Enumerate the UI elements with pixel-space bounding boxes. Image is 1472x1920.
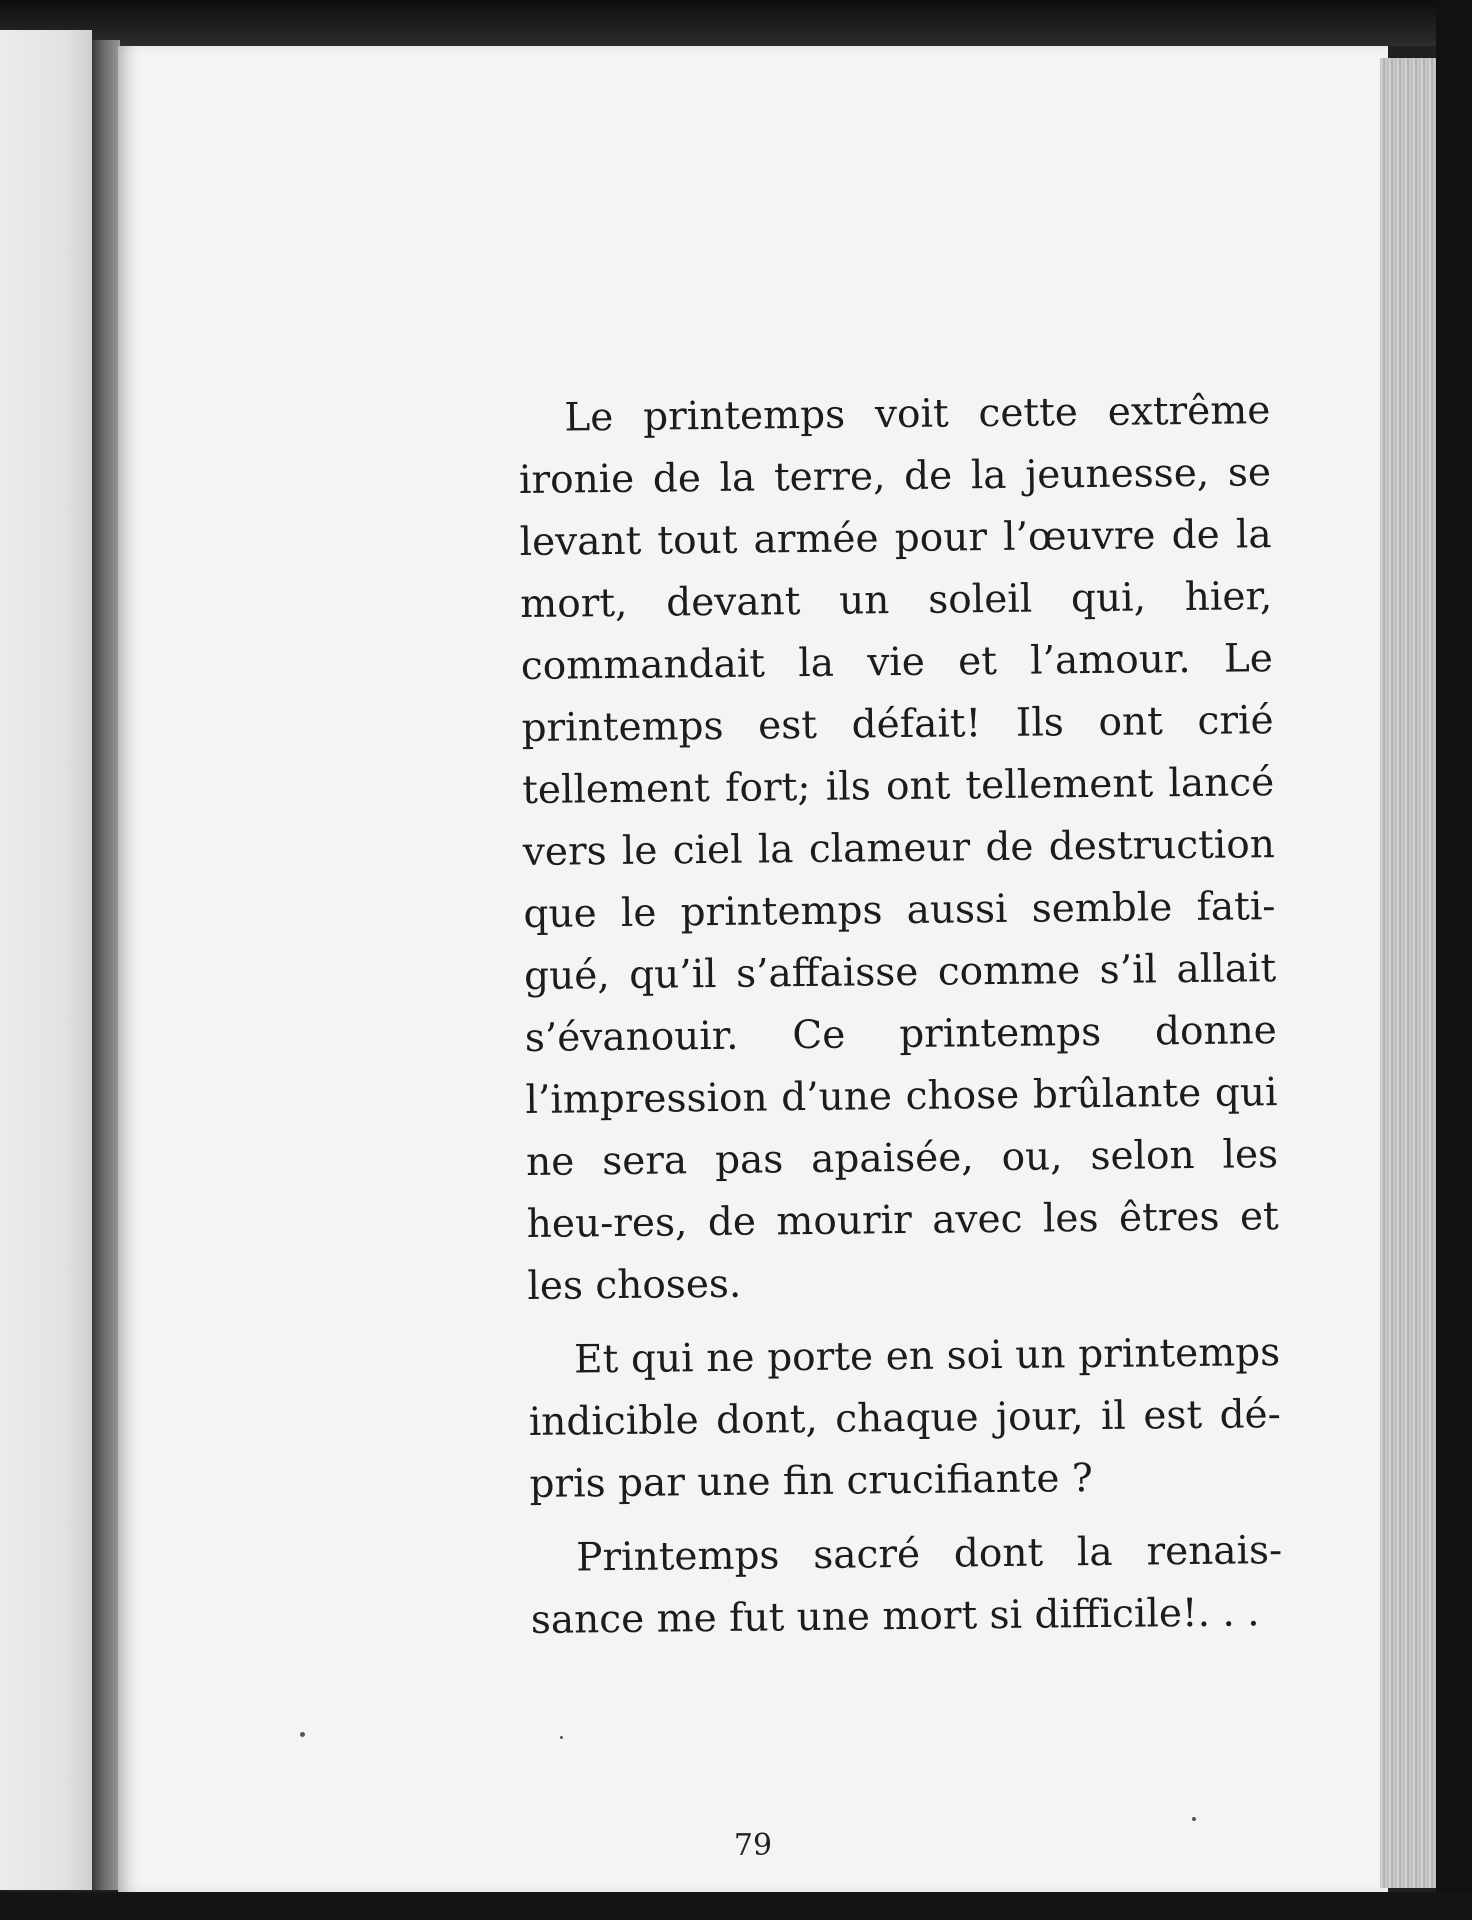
scan-speck (300, 1732, 305, 1737)
scan-top-border (0, 0, 1472, 46)
scan-right-border (1436, 0, 1472, 1920)
scan-speck (1192, 1817, 1196, 1821)
page-stack-edge (1380, 58, 1436, 1888)
paragraph-1: Le printemps voit cette extrême ironie de la terre, de la jeunesse, se levant tout armée pour l’œuvre de la mort, devant un soleil qui, hier, commandait la vie et l’amour. Le printemps est défait! Ils ont crié tellement fort; ils ont tellement lancé vers le ciel la clameur de destruction que le printemps aussi semble fati-gué, qu’il s’affaisse comme s’il allait s’évanouir. Ce printemps donne l’impression d’une chose brûlante qui ne sera pas apaisée, ou, selon les heu-res, de mourir avec les êtres et les choses. (518, 388, 1279, 1309)
paragraph-2: Et qui ne porte en soi un printemps indicible dont, chaque jour, il est dé-pris par une fin crucifiante ? (528, 1330, 1282, 1507)
page-number: 79 (733, 1828, 773, 1863)
scan-bottom-border (0, 1892, 1472, 1920)
book-gutter (92, 40, 120, 1890)
facing-page-edge (0, 30, 92, 1890)
scan-speck (560, 1736, 563, 1739)
book-page (118, 46, 1388, 1892)
page-body (518, 380, 1283, 1664)
paragraph-3: Printemps sacré dont la renais-sance me fut une mort si difficile!. . . (530, 1528, 1283, 1643)
